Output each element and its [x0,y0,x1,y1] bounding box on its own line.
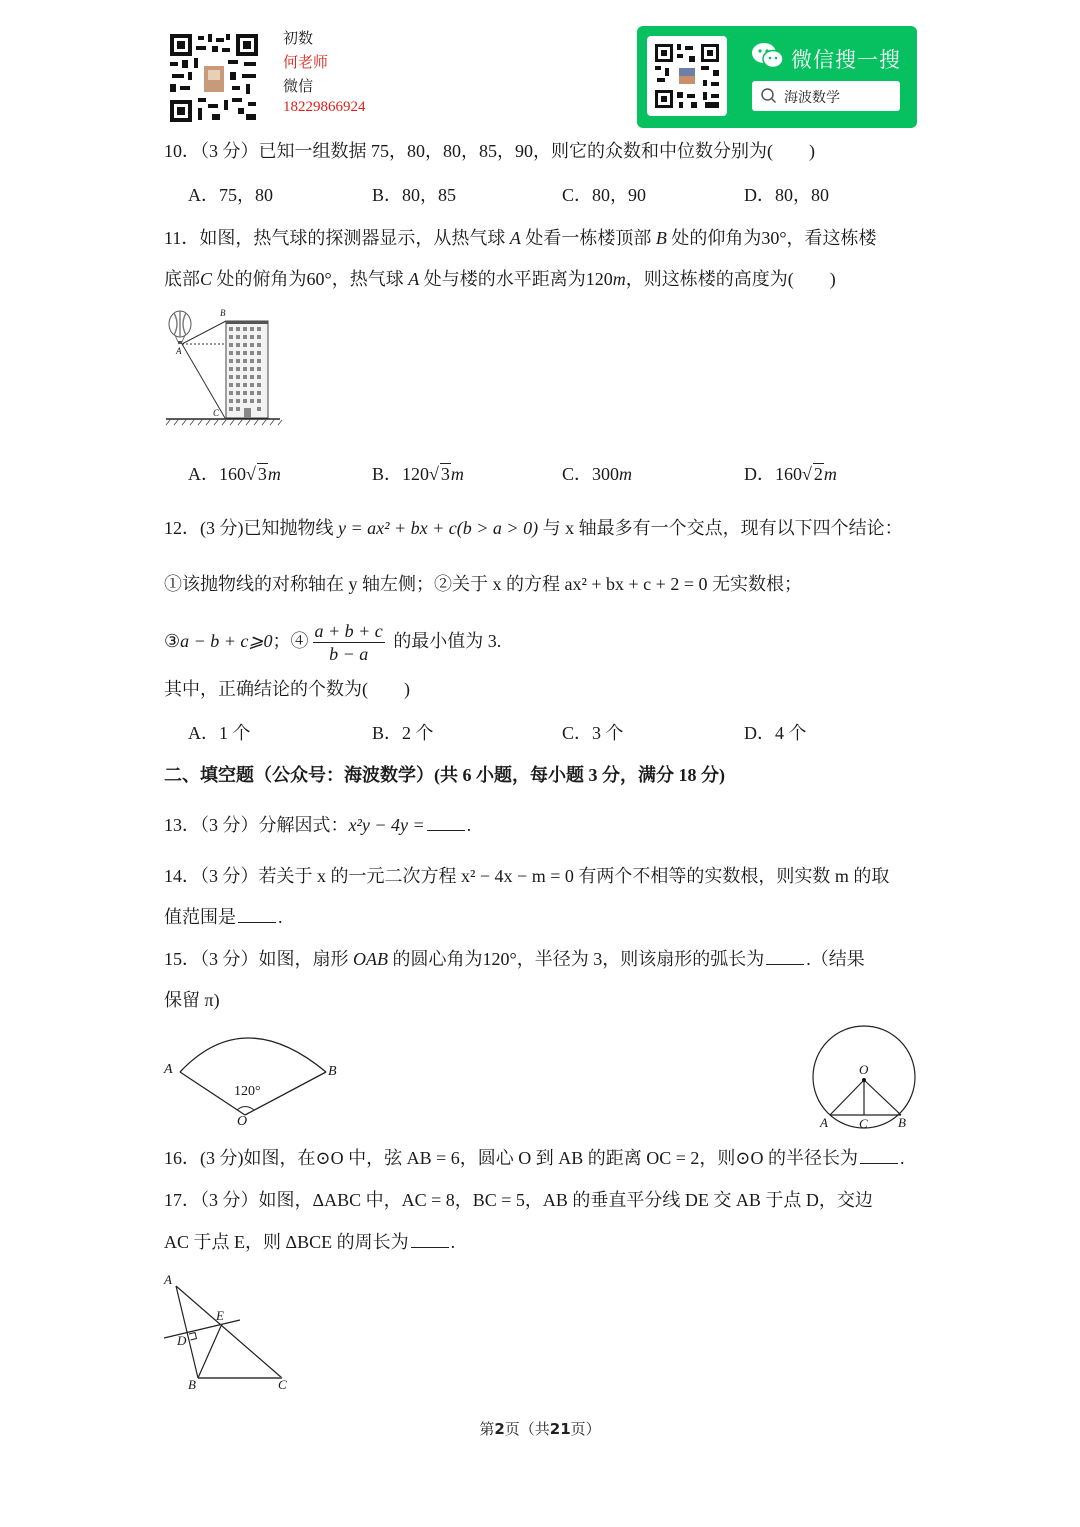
q14-answer-blank[interactable] [238,906,276,923]
wechat-search-title: 微信搜一搜 [791,48,901,72]
total-pages: 21 [549,1420,571,1438]
q14-stem-line1: 14．（3 分）若关于 x 的一元二次方程 x² − 4x − m = 0 有两个不相等的实数根，则实数 m 的取 [164,866,890,886]
q17-answer-blank[interactable] [411,1231,449,1248]
q15-label-a: A [164,1062,173,1077]
q11-stem-line1: 11．如图，热气球的探测器显示，从热气球 A 处看一栋楼顶部 B 处的仰角为30°，看这栋楼 [164,228,877,248]
q10-option-c: C．80，90 [562,185,647,205]
q11-option-d: D．160√ 2m [744,464,837,484]
q11-stem-line2: 底部C 处的俯角为60°，热气球 A 处与楼的水平距离为120m，则这栋楼的高度为( ) [164,269,836,289]
q11-option-b: B．120√ 3m [372,464,464,484]
q16-label-b: B [898,1115,906,1130]
q16-stem: 16．(3 分)如图，在⊙O 中，弦 AB = 6，圆心 O 到 AB 的距离 OC = 2，则⊙O 的半径长为 . [164,1148,905,1168]
q15-label-b: B [328,1064,337,1079]
q16-answer-blank[interactable] [860,1147,898,1164]
q11-option-c: C．300m [562,464,633,484]
q11-label-b: B [220,308,226,318]
qr-code-icon [168,32,260,124]
contact-qr-code [168,32,260,124]
wechat-logo-icon [751,42,785,70]
q12-option-c: C．3 个 [562,723,624,743]
q15-stem-line2: 保留 π) [164,990,220,1010]
q13-stem: 13．（3 分）分解因式：x²y − 4y = . [164,815,472,835]
q10-option-b: B．80，85 [372,185,457,205]
contact-name: 何老师 [283,55,329,71]
q12-fraction: $\frac{a + b + c}{b - a}$ [314,621,383,665]
q16-label-c: C [859,1116,868,1131]
q15-figure-sector [162,1024,342,1134]
q10-stem: 10．（3 分）已知一组数据 75，80，80，85，90，则它的众数和中位数分别为( ) [164,141,815,161]
wechat-qr-code [647,36,727,116]
q12-conclusions-1-2: ①该抛物线的对称轴在 y 轴左侧；②关于 x 的方程 ax² + bx + c + 2 = 0 无实数根； [164,574,802,594]
section-2-title: 二、填空题（公众号：海波数学）(共 6 小题，每小题 3 分，满分 18 分) [164,765,725,785]
q11-label-c: C [213,408,220,418]
q13-answer-blank[interactable] [427,814,465,831]
q12-option-d: D．4 个 [744,723,807,743]
q12-conclusions-3-4: ③a − b + c⩾0；④ $\frac{a + b + c}{b - a}$ 的最小值为 3. [164,621,502,665]
q17-stem-line1: 17．（3 分）如图，ΔABC 中，AC = 8，BC = 5，AB 的垂直平分线 DE 交 AB 于点 D，交边 [164,1190,873,1210]
q17-label-e: E [216,1308,224,1323]
q16-figure-circle [808,1024,923,1134]
q16-label-o: O [859,1062,869,1077]
q17-label-b: B [188,1377,196,1392]
q17-stem-line2: AC 于点 E，则 ΔBCE 的周长为 . [164,1232,456,1252]
search-icon [760,87,778,105]
q17-label-a: A [164,1272,172,1287]
contact-label: 初数 [283,31,314,47]
contact-phone: 18229866924 [283,99,366,115]
balloon-building-diagram-icon [162,308,287,433]
q10-option-a: A．75，80 [188,185,273,205]
wechat-search-card[interactable] [637,26,917,128]
contact-wechat-label: 微信 [283,79,314,95]
q17-label-d: D [177,1333,187,1348]
q17-label-c: C [278,1377,287,1392]
qr-code-icon [647,36,727,116]
wechat-search-query: 海波数学 [784,90,840,106]
page-footer: 第2页（共21页） [479,1420,601,1438]
current-page: 2 [494,1420,505,1438]
wechat-search-box[interactable] [752,81,900,111]
q11-option-a: A．160√ 3m [188,464,281,484]
q11-figure-balloon-building [162,308,287,433]
q15-label-o: O [237,1114,248,1129]
q14-stem-line2: 值范围是 . [164,907,283,927]
sector-diagram-icon [162,1024,342,1134]
q12-option-b: B．2 个 [372,723,434,743]
q11-label-a: A [176,346,182,356]
q15-answer-blank[interactable] [766,948,804,965]
q15-stem-line1: 15．（3 分）如图，扇形 OAB 的圆心角为120°，半径为 3，则该扇形的弧长为 .（结果 [164,949,865,969]
q12-stem: 12．(3 分)已知抛物线 y = ax² + bx + c(b > a > 0) 与 x 轴最多有一个交点，现有以下四个结论： [164,518,903,538]
q17-figure-triangle [162,1272,297,1394]
q10-option-d: D．80，80 [744,185,829,205]
q15-angle-label: 120° [234,1084,261,1099]
q12-option-a: A．1 个 [188,723,251,743]
q16-label-a: A [820,1115,828,1130]
q12-ask: 其中，正确结论的个数为( ) [164,679,410,699]
